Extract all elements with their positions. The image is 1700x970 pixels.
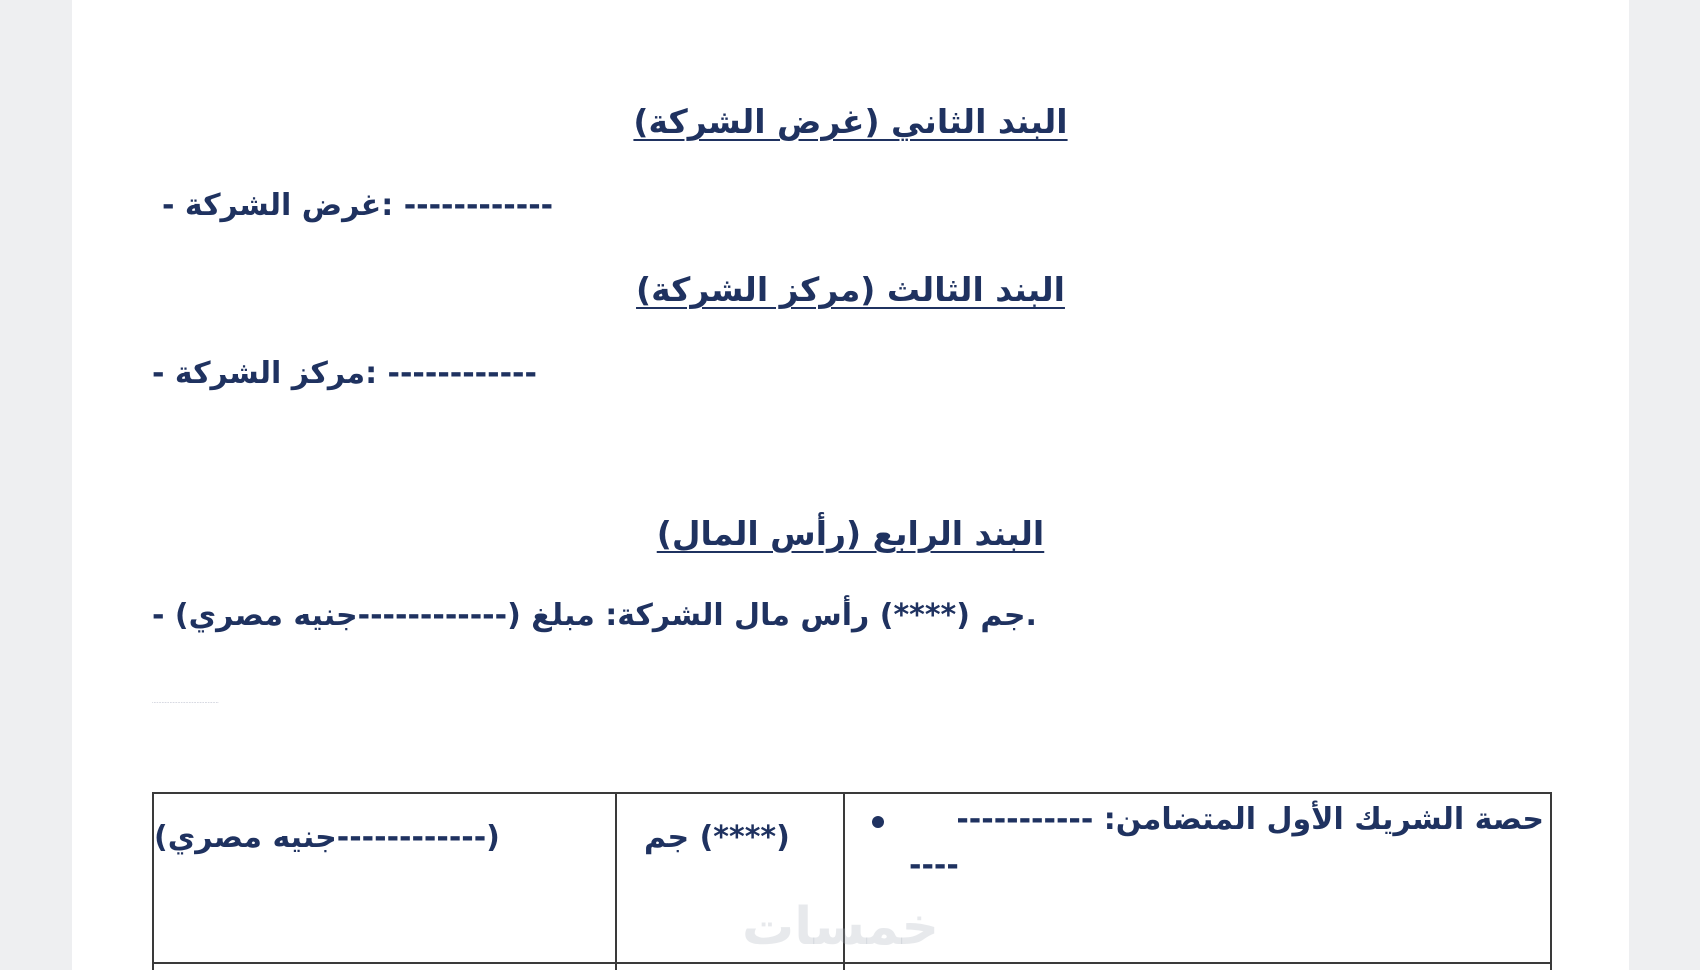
- section-heading-purpose: البند الثاني (غرض الشركة): [633, 102, 1068, 141]
- company-purpose-field: - غرض الشركة: ------------: [162, 188, 554, 223]
- document-page: [72, 0, 1629, 970]
- company-headquarters-field: - مركز الشركة: ------------: [152, 356, 537, 391]
- table-column-divider: [615, 794, 617, 970]
- bullet-icon: [872, 816, 884, 828]
- table-row-divider: [154, 962, 1550, 964]
- section-heading-headquarters: البند الثالث (مركز الشركة): [636, 270, 1065, 309]
- tiny-footnote-mark: ··········································: [152, 700, 219, 706]
- table-cell-amount-number: جم (****): [644, 820, 790, 855]
- company-capital-field: - (جنيه مصري------------) جم (****) رأس مال الشركة: مبلغ.: [152, 598, 1037, 633]
- section-heading-capital: البند الرابع (رأس المال): [656, 514, 1045, 553]
- table-cell-partner-share: حصة الشريك الأول المتضامن: -----------: [956, 802, 1544, 837]
- table-cell-amount-text: (جنيه مصري------------): [154, 820, 500, 855]
- watermark-logo: خمسات: [742, 897, 940, 957]
- table-cell-partner-share-continuation: ----: [909, 848, 959, 883]
